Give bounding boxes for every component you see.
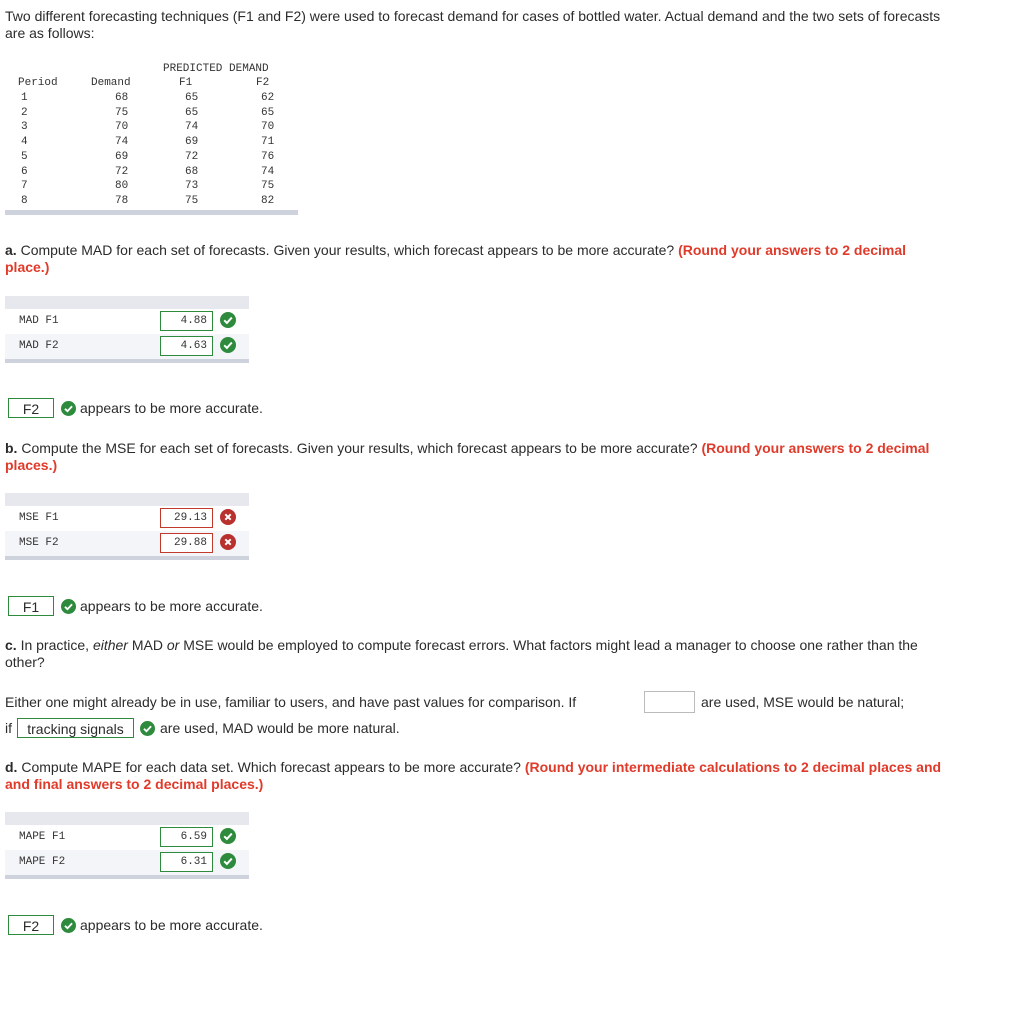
cross-icon <box>220 509 236 528</box>
check-icon <box>61 599 76 617</box>
table-cell: 68 <box>185 165 199 178</box>
table-cell: 74 <box>115 136 129 149</box>
part-c-selected-answer[interactable]: tracking signals <box>17 718 134 738</box>
check-icon <box>220 337 236 356</box>
answer-input[interactable]: 4.63 <box>160 336 213 356</box>
check-icon <box>220 312 236 331</box>
answer-label: MSE F1 <box>19 512 59 524</box>
table-cell: 8 <box>21 194 28 207</box>
check-icon <box>61 401 76 419</box>
table-cell: 74 <box>261 165 275 178</box>
answer-input[interactable]: 4.88 <box>160 311 213 331</box>
predicted-demand-header: PREDICTED DEMAND <box>163 63 269 75</box>
answer-row <box>5 825 249 850</box>
answer-label: MAD F2 <box>19 340 59 352</box>
part-d-question: d. Compute MAPE for each data set. Which forecast appears to be more accurate? (Round your intermediate calculations to 2 decimal places and and final answers to 2 decimal places.) <box>5 759 942 792</box>
table-cell: 3 <box>21 121 28 134</box>
check-icon <box>220 828 236 847</box>
part-b-choice-suffix: appears to be more accurate. <box>80 598 263 614</box>
col-header-f1: F1 <box>179 77 193 89</box>
part-b-answer-table <box>5 493 249 560</box>
answer-label: MAD F1 <box>19 315 59 327</box>
part-d-answer-table <box>5 812 249 879</box>
table-cell: 5 <box>21 150 28 163</box>
table-cell: 80 <box>115 180 129 193</box>
answer-input[interactable]: 6.31 <box>160 852 213 872</box>
answer-row <box>5 334 249 359</box>
part-a-choice-suffix: appears to be more accurate. <box>80 400 263 416</box>
part-c-question: c. In practice, either MAD or MSE would be employed to compute forecast errors. What factors might lead a manager to choose one rather than the other? <box>5 637 918 670</box>
table-cell: 71 <box>261 136 275 149</box>
part-a-question: a. Compute MAD for each set of forecasts. Given your results, which forecast appears to be more accurate? (Round your answers to 2 decimal place.) <box>5 242 907 275</box>
table-cell: 68 <box>115 92 129 104</box>
answer-label: MSE F2 <box>19 537 59 549</box>
table-cell: 69 <box>185 136 199 149</box>
answer-input[interactable]: 29.13 <box>160 508 213 528</box>
table-cell: 75 <box>261 180 275 193</box>
table-cell: 69 <box>115 150 129 163</box>
table-cell: 65 <box>261 106 275 119</box>
part-b-choice[interactable]: F1 <box>8 596 54 616</box>
table-cell: 73 <box>185 180 199 193</box>
part-d-choice[interactable]: F2 <box>8 915 54 935</box>
part-d-choice-suffix: appears to be more accurate. <box>80 917 263 933</box>
table-cell: 76 <box>261 150 275 163</box>
check-icon <box>61 918 76 936</box>
table-cell: 70 <box>115 121 129 134</box>
table-cell: 65 <box>185 92 199 104</box>
part-a-choice[interactable]: F2 <box>8 398 54 418</box>
cross-icon <box>220 534 236 553</box>
answer-label: MAPE F1 <box>19 831 66 843</box>
table-cell: 7 <box>21 180 28 193</box>
part-b-question: b. Compute the MSE for each set of forecasts. Given your results, which forecast appears to be more accurate? (Round your answers to 2 decimal places.) <box>5 440 930 473</box>
intro-text: Two different forecasting techniques (F1 and F2) were used to forecast demand for cases of bottled water. Actual demand and the two sets of forecasts are as follows: <box>5 8 941 41</box>
part-a-answer-table <box>5 296 249 363</box>
table-cell: 6 <box>21 165 28 178</box>
check-icon <box>220 853 236 872</box>
col-header-demand: Demand <box>91 77 131 89</box>
table-cell: 78 <box>115 194 129 207</box>
answer-label: MAPE F2 <box>19 856 66 868</box>
col-header-f2: F2 <box>256 77 270 89</box>
table-cell: 72 <box>185 150 199 163</box>
table-cell: 65 <box>185 106 199 119</box>
part-c-line2-start: if <box>5 720 12 736</box>
part-c-line2-end: are used, MAD would be more natural. <box>160 720 400 736</box>
answer-row <box>5 506 249 531</box>
answer-row <box>5 309 249 334</box>
answer-input[interactable]: 29.88 <box>160 533 213 553</box>
table-cell: 72 <box>115 165 129 178</box>
col-header-period: Period <box>18 77 58 89</box>
check-icon <box>140 721 155 739</box>
answer-input[interactable]: 6.59 <box>160 827 213 847</box>
table-cell: 4 <box>21 136 28 149</box>
part-c-line1-end: are used, MSE would be natural; <box>701 694 905 710</box>
table-cell: 75 <box>185 194 199 207</box>
table-cell: 74 <box>185 121 199 134</box>
table-cell: 62 <box>261 92 275 104</box>
answer-row <box>5 531 249 556</box>
table-footer-band <box>5 210 298 215</box>
table-cell: 70 <box>261 121 275 134</box>
table-cell: 2 <box>21 106 28 119</box>
answer-row <box>5 850 249 875</box>
table-cell: 75 <box>115 106 129 119</box>
part-c-blank-input[interactable] <box>644 691 695 713</box>
table-cell: 82 <box>261 194 275 207</box>
table-cell: 1 <box>21 92 28 104</box>
part-c-line1: Either one might already be in use, familiar to users, and have past values for comparison. If <box>5 694 577 710</box>
